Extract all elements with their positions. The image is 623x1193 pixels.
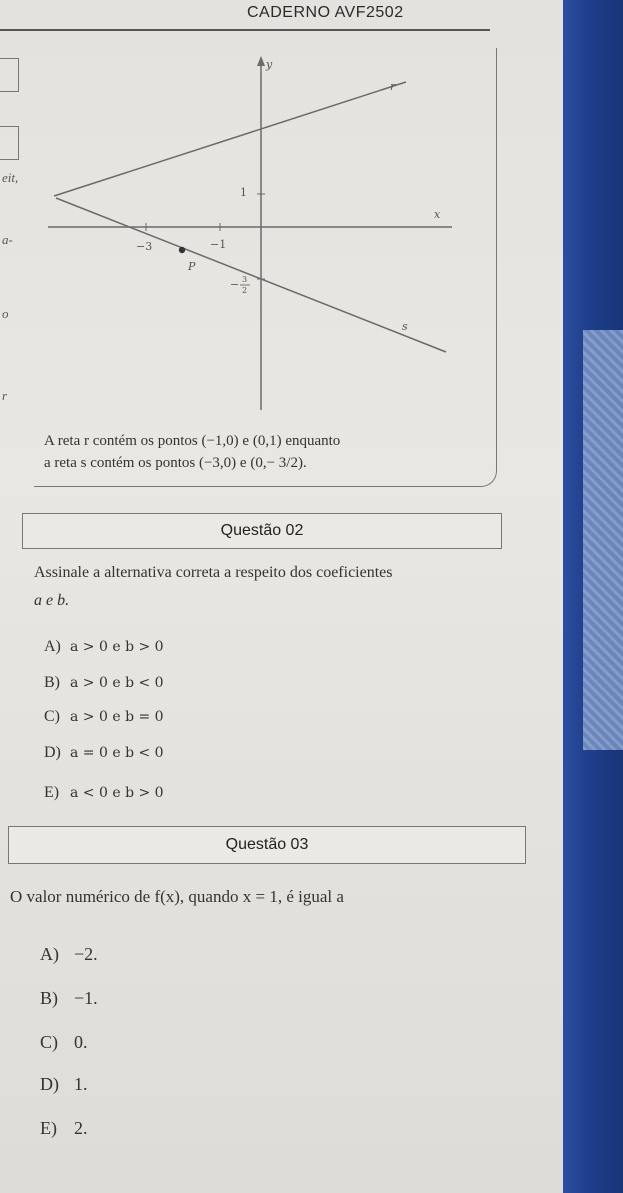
- coordinate-graph: [34, 48, 474, 418]
- question-3-statement: O valor numérico de f(x), quando x = 1, é igual a: [10, 887, 344, 906]
- question-3-option-e[interactable]: [40, 1118, 88, 1139]
- margin-box-1: [0, 58, 19, 92]
- option-text: a > 0 e b > 0: [70, 639, 164, 655]
- line-s: [56, 198, 446, 352]
- option-text: a = 0 e b < 0: [70, 745, 164, 761]
- question-3-title: Questão 03: [225, 836, 309, 853]
- option-text: a > 0 e b = 0: [70, 709, 164, 725]
- margin-mark-1: eit,: [2, 170, 19, 185]
- header-rule: [0, 29, 490, 31]
- question-3-option-b[interactable]: [40, 988, 98, 1009]
- option-letter: A): [40, 944, 59, 964]
- minus-sign-label: −: [230, 278, 240, 291]
- question-3-option-c[interactable]: [40, 1032, 88, 1053]
- option-letter: C): [40, 1032, 58, 1052]
- point-p-label: P: [188, 260, 196, 273]
- x-axis-label: x: [434, 208, 441, 221]
- question-2-option-d[interactable]: [44, 744, 164, 762]
- margin-mark-4: r: [2, 388, 8, 403]
- blue-pattern: [583, 330, 623, 750]
- option-letter: A): [44, 638, 61, 655]
- tick-label-one: 1: [240, 186, 247, 199]
- line-s-label: s: [402, 320, 408, 333]
- question-3-option-a[interactable]: [40, 944, 98, 965]
- fraction-denominator: 2: [242, 286, 248, 295]
- option-text: −2.: [74, 944, 98, 964]
- question-3-header: [8, 826, 526, 864]
- option-letter: B): [40, 988, 58, 1008]
- notebook-title: CADERNO AVF2502: [247, 4, 404, 21]
- line-r: [54, 82, 406, 196]
- option-letter: B): [44, 674, 60, 691]
- margin-box-2: [0, 126, 19, 160]
- option-text: 1.: [74, 1074, 88, 1094]
- question-2-header: [22, 513, 502, 549]
- figure-caption-line-2: a reta s contém os pontos (−3,0) e (0,− 3/2).: [44, 455, 307, 471]
- tick-label-minus-one: −1: [210, 238, 227, 251]
- option-text: −1.: [74, 988, 98, 1008]
- option-text: 2.: [74, 1118, 88, 1138]
- tick-label-minus-three: −3: [136, 240, 153, 253]
- question-2-option-c[interactable]: [44, 708, 164, 726]
- question-2-option-b[interactable]: [44, 674, 164, 692]
- option-letter: E): [44, 784, 60, 801]
- option-letter: E): [40, 1118, 57, 1138]
- option-text: 0.: [74, 1032, 88, 1052]
- point-p: [179, 247, 185, 253]
- question-2-title: Questão 02: [220, 522, 304, 539]
- question-3-option-d[interactable]: [40, 1074, 88, 1095]
- question-2-statement-line-1: Assinale a alternativa correta a respeito dos coeficientes: [34, 564, 393, 581]
- line-r-label: r: [390, 80, 396, 93]
- option-letter: C): [44, 708, 60, 725]
- question-2-option-e[interactable]: [44, 784, 164, 802]
- margin-mark-2: a-: [2, 232, 13, 247]
- option-text: a < 0 e b > 0: [70, 785, 164, 801]
- y-axis-arrow: [257, 56, 265, 66]
- y-axis-label: y: [266, 58, 273, 71]
- option-letter: D): [40, 1074, 59, 1094]
- fraction-numerator: 3: [242, 275, 248, 284]
- question-2-option-a[interactable]: [44, 638, 164, 656]
- margin-mark-3: o: [2, 306, 9, 321]
- option-letter: D): [44, 744, 61, 761]
- option-text: a > 0 e b < 0: [70, 675, 164, 691]
- figure-caption-line-1: A reta r contém os pontos (−1,0) e (0,1) enquanto: [44, 433, 341, 449]
- question-2-statement-line-2: a e b.: [34, 592, 70, 609]
